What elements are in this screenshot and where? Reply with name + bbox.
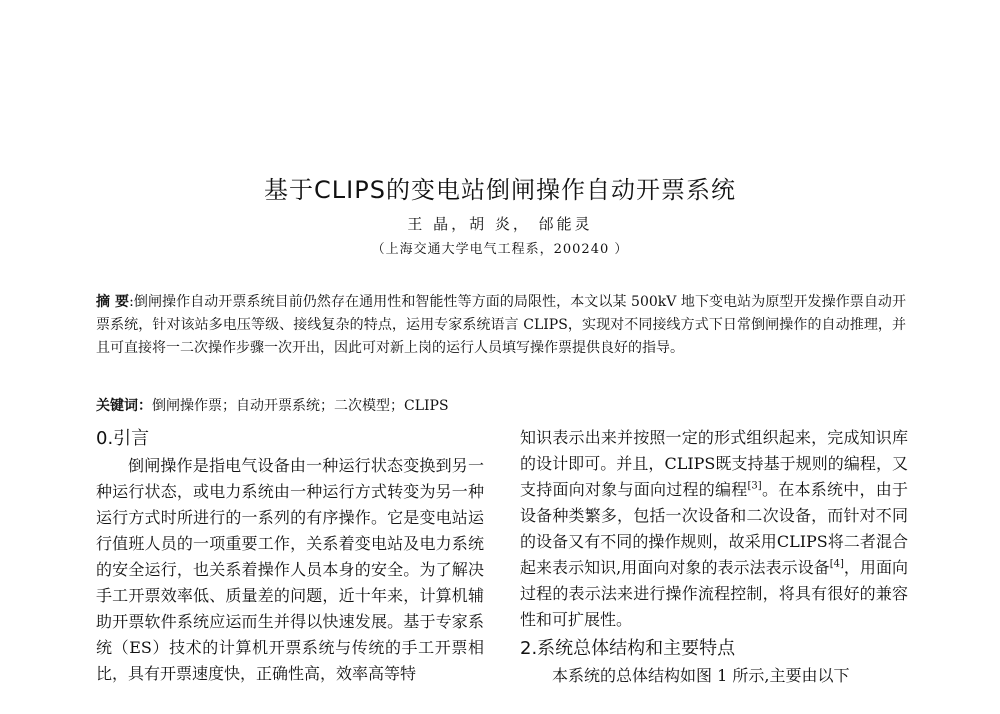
authors: 王 晶，胡 炎， 邰能灵: [407, 215, 593, 233]
paper-title: 基于CLIPS的变电站倒闸操作自动开票系统: [264, 176, 736, 204]
paragraph-text-part-2: 。在本系统中，由于设备种类繁多，包括一次设备和二次设备，而针对不同的设备又有不同的操作规则，故采用CLIPS将二者混合起来表示知识,用面向对象的表示法表示设备: [520, 480, 908, 577]
paragraph-text-part-1: 知识表示出来并按照一定的形式组织起来，完成知识库的设计即可。并且，CLIPS既支持基于规则的编程，又支持面向对象与面向过程的编程: [520, 428, 908, 499]
abstract-label: 摘 要: [96, 294, 130, 310]
left-column: [96, 425, 484, 687]
reference-3: [3]: [747, 480, 762, 492]
reference-4: [4]: [829, 558, 844, 570]
section-heading-structure: 2.系统总体结构和主要特点: [520, 638, 736, 659]
knowledge-paragraph: [520, 425, 908, 633]
keywords: [96, 396, 906, 416]
affiliation: （上海交通大学电气工程系，200240 ）: [371, 242, 629, 257]
paragraph-text-part-3: ，用面向过程的表示法来进行操作流程控制，将具有很好的兼容性和可扩展性。: [520, 558, 908, 629]
structure-paragraph: 本系统的总体结构如图 1 所示,主要由以下: [552, 666, 850, 685]
section-heading-introduction: 0.引言: [96, 428, 150, 449]
abstract: [96, 291, 906, 360]
keywords-label: 关键词：: [96, 398, 152, 414]
keywords-text: 倒闸操作票；自动开票系统；二次模型；CLIPS: [152, 398, 449, 414]
abstract-text: :倒闸操作自动开票系统目前仍然存在通用性和智能性等方面的局限性，本文以某 500kV 地下变电站为原型开发操作票自动开票系统，针对该站多电压等级、接线复杂的特点，运用专家系统语言 CLIPS，实现对不同接线方式下日常倒闸操作的自动推理，并且可直接将一二次操作步骤一次开出，因此可对新上岗的运行人员填写操作票提供良好的指导。: [96, 294, 907, 356]
introduction-paragraph: 倒闸操作是指电气设备由一种运行状态变换到另一种运行状态，或电力系统由一种运行方式转变为另一种运行方式时所进行的一系列的有序操作。它是变电站运行值班人员的一项重要工作，关系着变电站及电力系统的安全运行，也关系着操作人员本身的安全。为了解决手工开票效率低、质量差的问题，近十年来，计算机辅助开票软件系统应运而生并得以快速发展。基于专家系统（ES）技术的计算机开票系统与传统的手工开票相比，具有开票速度快，正确性高，效率高等特: [96, 456, 484, 683]
right-column: [520, 425, 908, 689]
